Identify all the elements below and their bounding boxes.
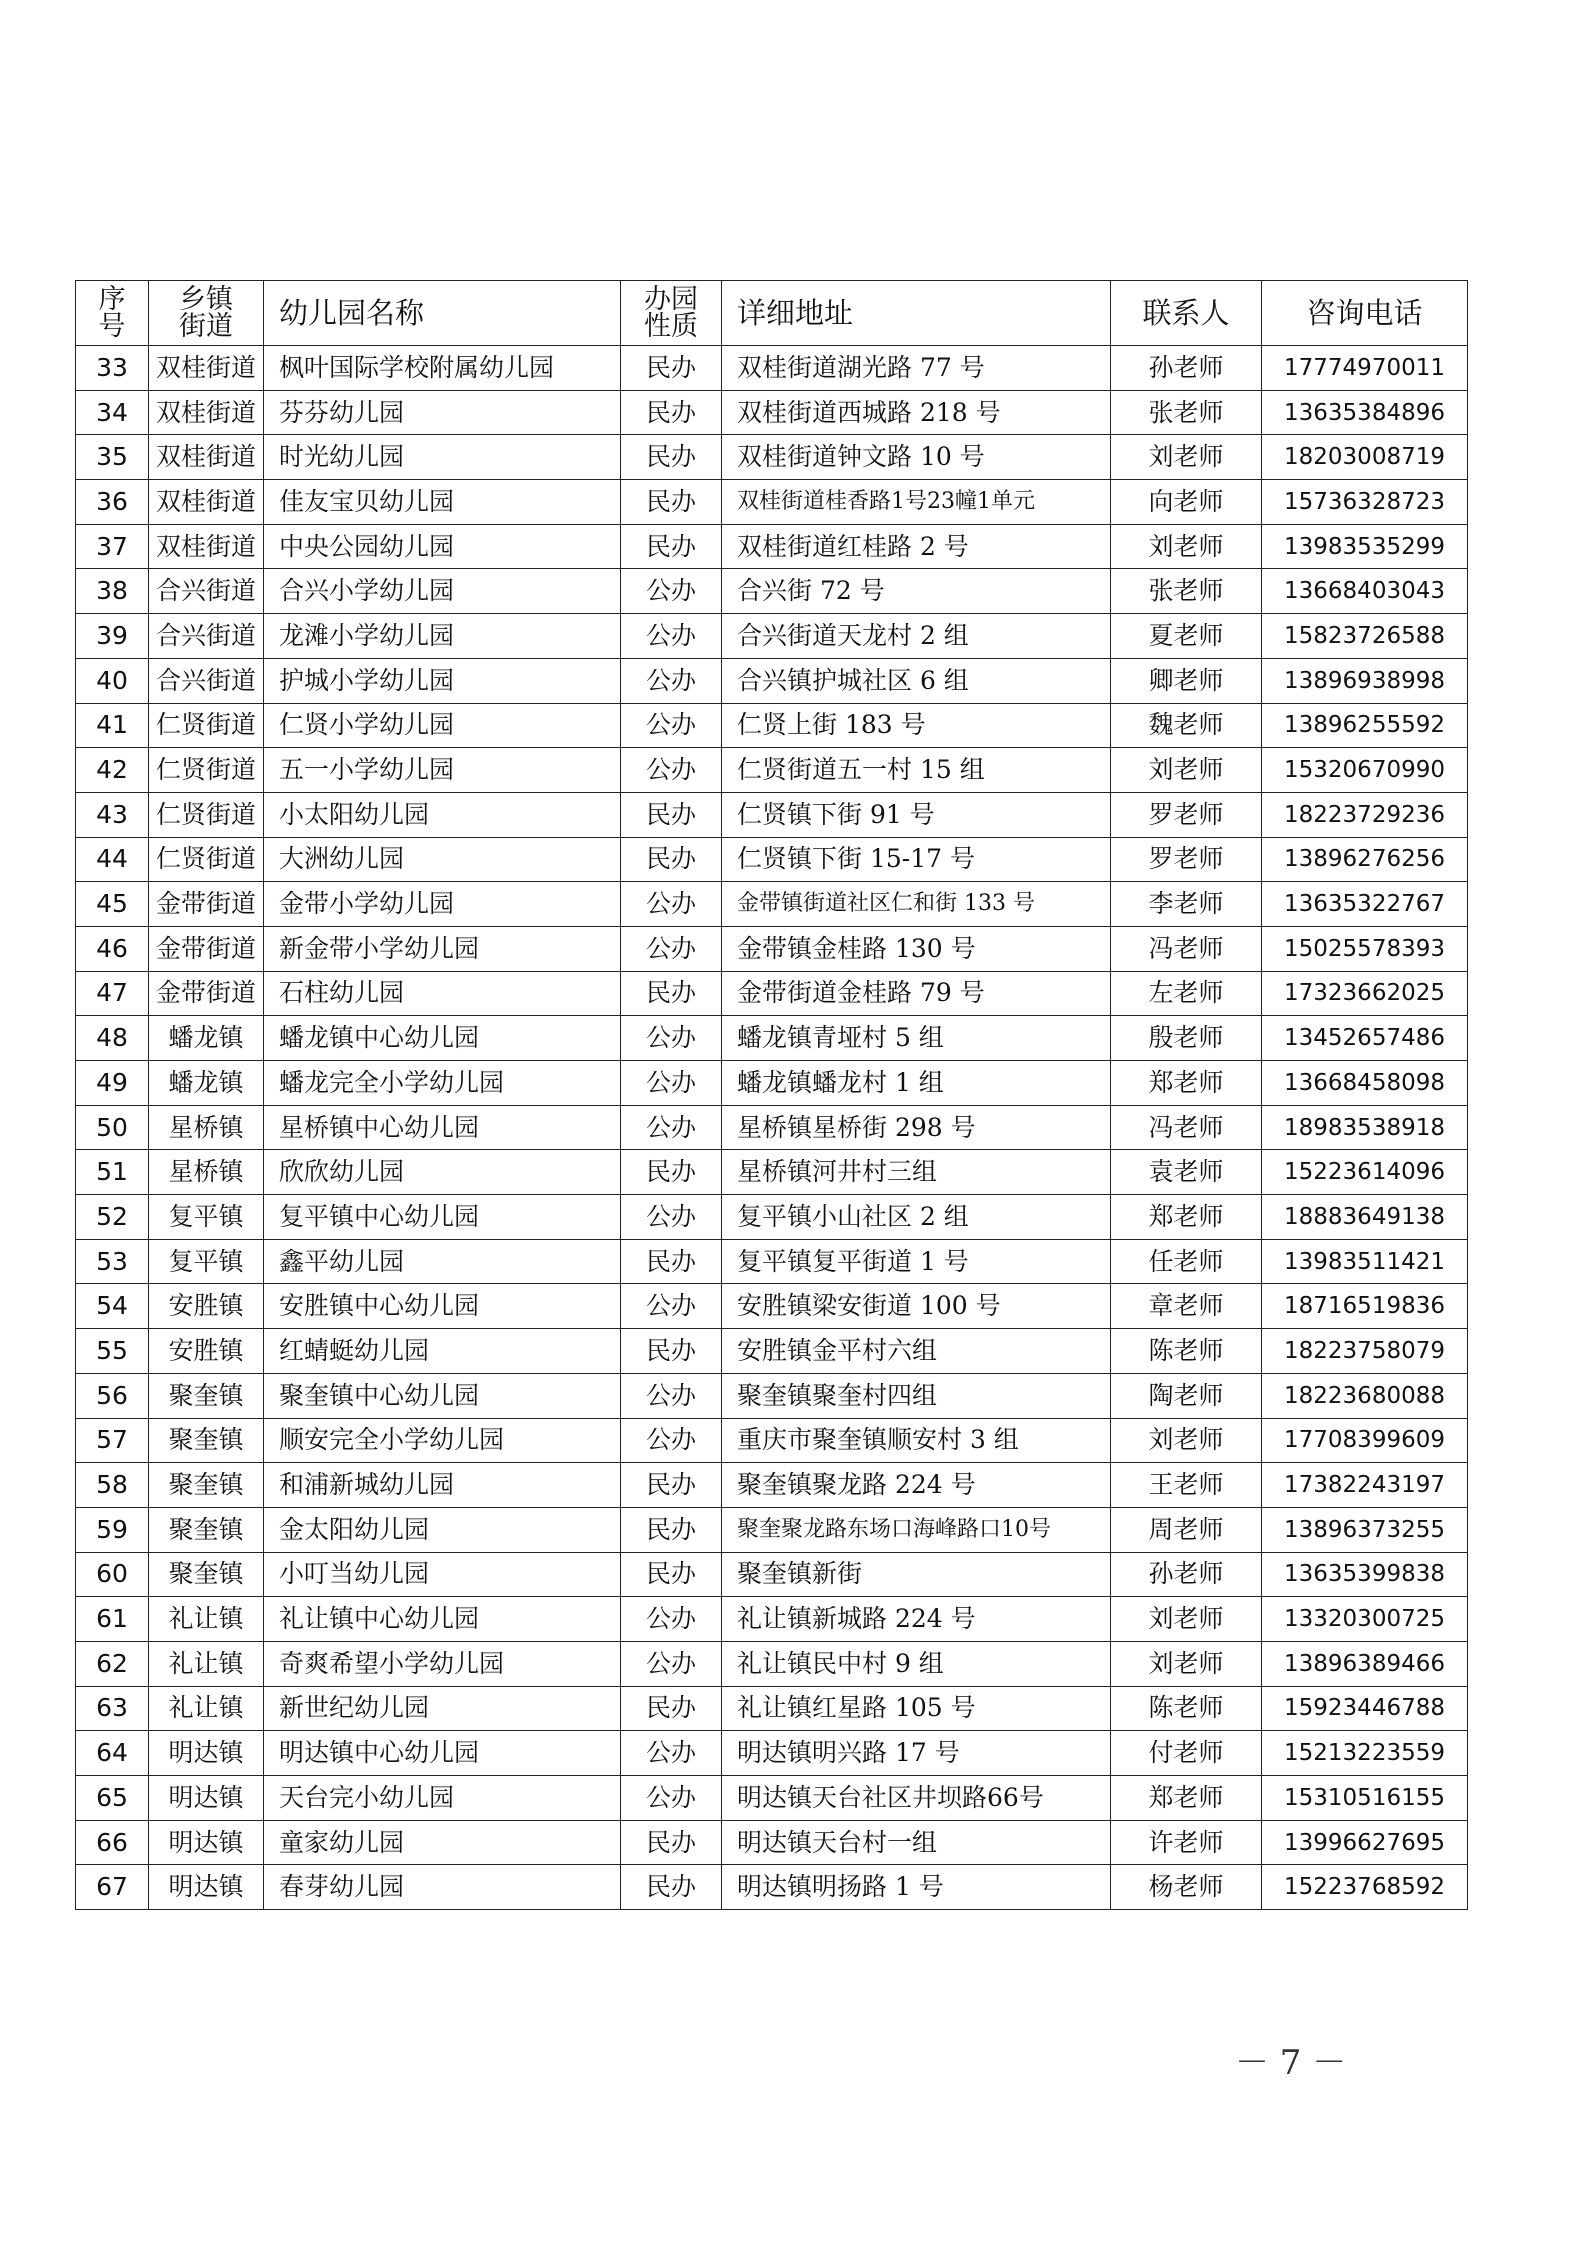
cell-seq: 53 <box>76 1239 149 1284</box>
cell-district: 合兴街道 <box>149 614 264 659</box>
cell-contact: 刘老师 <box>1111 1418 1262 1463</box>
cell-seq: 63 <box>76 1686 149 1731</box>
kindergarten-table <box>75 280 1468 1910</box>
cell-nature: 民办 <box>621 1239 722 1284</box>
cell-nature: 民办 <box>621 1507 722 1552</box>
table-row <box>76 569 1468 614</box>
cell-district: 礼让镇 <box>149 1686 264 1731</box>
cell-district: 仁贤街道 <box>149 792 264 837</box>
cell-seq: 67 <box>76 1865 149 1910</box>
cell-contact: 陈老师 <box>1111 1686 1262 1731</box>
header-nature-line2: 性质 <box>644 311 698 342</box>
cell-nature: 公办 <box>621 1641 722 1686</box>
cell-nature: 公办 <box>621 1776 722 1821</box>
table-row <box>76 1239 1468 1284</box>
cell-address: 双桂街道桂香路1号23幢1单元 <box>722 480 1111 525</box>
cell-district: 星桥镇 <box>149 1150 264 1195</box>
cell-phone: 18223680088 <box>1262 1373 1468 1418</box>
cell-contact: 冯老师 <box>1111 1105 1262 1150</box>
cell-seq: 64 <box>76 1731 149 1776</box>
cell-district: 仁贤街道 <box>149 703 264 748</box>
cell-seq: 46 <box>76 926 149 971</box>
table-row <box>76 614 1468 659</box>
header-seq <box>76 281 149 346</box>
cell-district: 合兴街道 <box>149 658 264 703</box>
cell-seq: 41 <box>76 703 149 748</box>
cell-nature: 民办 <box>621 1150 722 1195</box>
cell-seq: 42 <box>76 748 149 793</box>
table-row <box>76 1284 1468 1329</box>
cell-kindergarten-name: 佳友宝贝幼儿园 <box>264 480 621 525</box>
cell-district: 聚奎镇 <box>149 1552 264 1597</box>
cell-contact: 王老师 <box>1111 1463 1262 1508</box>
cell-phone: 13635399838 <box>1262 1552 1468 1597</box>
table-row <box>76 524 1468 569</box>
cell-seq: 51 <box>76 1150 149 1195</box>
cell-nature: 公办 <box>621 1061 722 1106</box>
cell-nature: 民办 <box>621 435 722 480</box>
cell-contact: 张老师 <box>1111 390 1262 435</box>
cell-phone: 13896373255 <box>1262 1507 1468 1552</box>
header-district-line1: 乡镇 <box>179 284 233 315</box>
cell-contact: 付老师 <box>1111 1731 1262 1776</box>
table-row <box>76 1373 1468 1418</box>
cell-nature: 公办 <box>621 882 722 927</box>
header-nature-line1: 办园 <box>644 284 698 315</box>
cell-phone: 15823726588 <box>1262 614 1468 659</box>
table-row <box>76 1105 1468 1150</box>
cell-district: 双桂街道 <box>149 524 264 569</box>
cell-kindergarten-name: 蟠龙镇中心幼儿园 <box>264 1016 621 1061</box>
cell-address: 双桂街道钟文路 10 号 <box>722 435 1111 480</box>
cell-address: 合兴街道天龙村 2 组 <box>722 614 1111 659</box>
cell-contact: 任老师 <box>1111 1239 1262 1284</box>
cell-address: 星桥镇河井村三组 <box>722 1150 1111 1195</box>
cell-kindergarten-name: 中央公园幼儿园 <box>264 524 621 569</box>
cell-contact: 陶老师 <box>1111 1373 1262 1418</box>
cell-contact: 冯老师 <box>1111 926 1262 971</box>
cell-contact: 周老师 <box>1111 1507 1262 1552</box>
cell-contact: 卿老师 <box>1111 658 1262 703</box>
table-row <box>76 346 1468 391</box>
cell-kindergarten-name: 时光幼儿园 <box>264 435 621 480</box>
cell-nature: 民办 <box>621 346 722 391</box>
header-address: 详细地址 <box>722 281 1111 346</box>
cell-contact: 刘老师 <box>1111 1641 1262 1686</box>
cell-district: 金带街道 <box>149 971 264 1016</box>
cell-contact: 郑老师 <box>1111 1061 1262 1106</box>
cell-seq: 61 <box>76 1597 149 1642</box>
cell-district: 明达镇 <box>149 1865 264 1910</box>
cell-phone: 13983511421 <box>1262 1239 1468 1284</box>
cell-nature: 公办 <box>621 1195 722 1240</box>
cell-district: 明达镇 <box>149 1776 264 1821</box>
cell-address: 合兴镇护城社区 6 组 <box>722 658 1111 703</box>
cell-nature: 公办 <box>621 926 722 971</box>
table-row <box>76 837 1468 882</box>
cell-district: 聚奎镇 <box>149 1507 264 1552</box>
cell-kindergarten-name: 礼让镇中心幼儿园 <box>264 1597 621 1642</box>
cell-phone: 18223729236 <box>1262 792 1468 837</box>
cell-kindergarten-name: 明达镇中心幼儿园 <box>264 1731 621 1776</box>
cell-district: 明达镇 <box>149 1820 264 1865</box>
cell-kindergarten-name: 五一小学幼儿园 <box>264 748 621 793</box>
cell-phone: 13896276256 <box>1262 837 1468 882</box>
cell-phone: 13635384896 <box>1262 390 1468 435</box>
cell-nature: 民办 <box>621 480 722 525</box>
cell-address: 聚奎镇聚龙路 224 号 <box>722 1463 1111 1508</box>
cell-contact: 许老师 <box>1111 1820 1262 1865</box>
table-body <box>76 346 1468 1910</box>
cell-nature: 民办 <box>621 390 722 435</box>
cell-nature: 公办 <box>621 1105 722 1150</box>
cell-kindergarten-name: 金带小学幼儿园 <box>264 882 621 927</box>
header-contact: 联系人 <box>1111 281 1262 346</box>
cell-seq: 66 <box>76 1820 149 1865</box>
cell-seq: 47 <box>76 971 149 1016</box>
cell-address: 复平镇复平街道 1 号 <box>722 1239 1111 1284</box>
cell-kindergarten-name: 蟠龙完全小学幼儿园 <box>264 1061 621 1106</box>
cell-phone: 18983538918 <box>1262 1105 1468 1150</box>
cell-seq: 45 <box>76 882 149 927</box>
cell-kindergarten-name: 护城小学幼儿园 <box>264 658 621 703</box>
cell-seq: 48 <box>76 1016 149 1061</box>
cell-kindergarten-name: 新金带小学幼儿园 <box>264 926 621 971</box>
cell-seq: 36 <box>76 480 149 525</box>
cell-address: 礼让镇新城路 224 号 <box>722 1597 1111 1642</box>
cell-address: 明达镇天台村一组 <box>722 1820 1111 1865</box>
cell-seq: 44 <box>76 837 149 882</box>
cell-nature: 民办 <box>621 1820 722 1865</box>
cell-district: 礼让镇 <box>149 1641 264 1686</box>
cell-contact: 刘老师 <box>1111 748 1262 793</box>
cell-address: 安胜镇梁安街道 100 号 <box>722 1284 1111 1329</box>
cell-phone: 13668458098 <box>1262 1061 1468 1106</box>
cell-kindergarten-name: 芬芬幼儿园 <box>264 390 621 435</box>
table-row <box>76 926 1468 971</box>
cell-district: 仁贤街道 <box>149 837 264 882</box>
cell-phone: 17382243197 <box>1262 1463 1468 1508</box>
cell-district: 安胜镇 <box>149 1284 264 1329</box>
cell-seq: 34 <box>76 390 149 435</box>
cell-nature: 民办 <box>621 837 722 882</box>
cell-address: 金带街道金桂路 79 号 <box>722 971 1111 1016</box>
cell-phone: 18223758079 <box>1262 1329 1468 1374</box>
table-row <box>76 971 1468 1016</box>
cell-nature: 公办 <box>621 703 722 748</box>
cell-kindergarten-name: 石柱幼儿园 <box>264 971 621 1016</box>
cell-nature: 民办 <box>621 1686 722 1731</box>
cell-seq: 55 <box>76 1329 149 1374</box>
cell-kindergarten-name: 天台完小幼儿园 <box>264 1776 621 1821</box>
cell-phone: 13896938998 <box>1262 658 1468 703</box>
cell-contact: 郑老师 <box>1111 1776 1262 1821</box>
cell-nature: 公办 <box>621 614 722 659</box>
cell-nature: 公办 <box>621 1731 722 1776</box>
table-row <box>76 792 1468 837</box>
cell-address: 星桥镇星桥街 298 号 <box>722 1105 1111 1150</box>
cell-kindergarten-name: 红蜻蜓幼儿园 <box>264 1329 621 1374</box>
cell-kindergarten-name: 童家幼儿园 <box>264 1820 621 1865</box>
table-row <box>76 1150 1468 1195</box>
table-row <box>76 1776 1468 1821</box>
table-row <box>76 390 1468 435</box>
cell-phone: 15320670990 <box>1262 748 1468 793</box>
cell-phone: 15310516155 <box>1262 1776 1468 1821</box>
cell-contact: 刘老师 <box>1111 1597 1262 1642</box>
header-seq-line1: 序 <box>98 284 126 315</box>
cell-district: 聚奎镇 <box>149 1463 264 1508</box>
cell-address: 礼让镇红星路 105 号 <box>722 1686 1111 1731</box>
cell-address: 双桂街道湖光路 77 号 <box>722 346 1111 391</box>
cell-address: 金带镇金桂路 130 号 <box>722 926 1111 971</box>
table-row <box>76 1463 1468 1508</box>
cell-address: 仁贤上街 183 号 <box>722 703 1111 748</box>
cell-district: 聚奎镇 <box>149 1418 264 1463</box>
cell-phone: 13896389466 <box>1262 1641 1468 1686</box>
cell-contact: 夏老师 <box>1111 614 1262 659</box>
cell-address: 复平镇小山社区 2 组 <box>722 1195 1111 1240</box>
cell-seq: 54 <box>76 1284 149 1329</box>
cell-kindergarten-name: 安胜镇中心幼儿园 <box>264 1284 621 1329</box>
cell-seq: 56 <box>76 1373 149 1418</box>
cell-address: 安胜镇金平村六组 <box>722 1329 1111 1374</box>
cell-district: 双桂街道 <box>149 435 264 480</box>
cell-kindergarten-name: 小太阳幼儿园 <box>264 792 621 837</box>
cell-phone: 18716519836 <box>1262 1284 1468 1329</box>
cell-phone: 13896255592 <box>1262 703 1468 748</box>
cell-phone: 15736328723 <box>1262 480 1468 525</box>
cell-address: 明达镇明扬路 1 号 <box>722 1865 1111 1910</box>
cell-seq: 52 <box>76 1195 149 1240</box>
cell-district: 明达镇 <box>149 1731 264 1776</box>
header-seq-line2: 号 <box>98 311 126 342</box>
cell-nature: 民办 <box>621 971 722 1016</box>
cell-seq: 58 <box>76 1463 149 1508</box>
table-row <box>76 1016 1468 1061</box>
cell-phone: 15923446788 <box>1262 1686 1468 1731</box>
cell-nature: 民办 <box>621 1463 722 1508</box>
cell-phone: 13635322767 <box>1262 882 1468 927</box>
cell-seq: 60 <box>76 1552 149 1597</box>
cell-district: 聚奎镇 <box>149 1373 264 1418</box>
cell-phone: 18203008719 <box>1262 435 1468 480</box>
cell-district: 蟠龙镇 <box>149 1016 264 1061</box>
cell-phone: 13452657486 <box>1262 1016 1468 1061</box>
table-header-row <box>76 281 1468 346</box>
cell-seq: 43 <box>76 792 149 837</box>
cell-seq: 37 <box>76 524 149 569</box>
cell-contact: 向老师 <box>1111 480 1262 525</box>
cell-address: 蟠龙镇蟠龙村 1 组 <box>722 1061 1111 1106</box>
cell-contact: 殷老师 <box>1111 1016 1262 1061</box>
cell-kindergarten-name: 合兴小学幼儿园 <box>264 569 621 614</box>
cell-kindergarten-name: 龙滩小学幼儿园 <box>264 614 621 659</box>
cell-phone: 13320300725 <box>1262 1597 1468 1642</box>
cell-seq: 49 <box>76 1061 149 1106</box>
cell-contact: 章老师 <box>1111 1284 1262 1329</box>
cell-nature: 公办 <box>621 1373 722 1418</box>
cell-contact: 陈老师 <box>1111 1329 1262 1374</box>
cell-kindergarten-name: 春芽幼儿园 <box>264 1865 621 1910</box>
cell-kindergarten-name: 小叮当幼儿园 <box>264 1552 621 1597</box>
cell-seq: 38 <box>76 569 149 614</box>
cell-district: 礼让镇 <box>149 1597 264 1642</box>
header-district-line2: 街道 <box>179 311 233 342</box>
table-row <box>76 1865 1468 1910</box>
table-row <box>76 1641 1468 1686</box>
cell-district: 复平镇 <box>149 1239 264 1284</box>
cell-kindergarten-name: 聚奎镇中心幼儿园 <box>264 1373 621 1418</box>
cell-seq: 65 <box>76 1776 149 1821</box>
cell-seq: 35 <box>76 435 149 480</box>
cell-phone: 15025578393 <box>1262 926 1468 971</box>
cell-address: 明达镇明兴路 17 号 <box>722 1731 1111 1776</box>
cell-district: 金带街道 <box>149 926 264 971</box>
table-row <box>76 1329 1468 1374</box>
cell-phone: 17774970011 <box>1262 346 1468 391</box>
cell-district: 双桂街道 <box>149 480 264 525</box>
header-nature <box>621 281 722 346</box>
cell-nature: 公办 <box>621 658 722 703</box>
cell-phone: 15223614096 <box>1262 1150 1468 1195</box>
cell-kindergarten-name: 枫叶国际学校附属幼儿园 <box>264 346 621 391</box>
cell-nature: 公办 <box>621 1284 722 1329</box>
cell-kindergarten-name: 金太阳幼儿园 <box>264 1507 621 1552</box>
cell-address: 仁贤镇下街 91 号 <box>722 792 1111 837</box>
cell-nature: 公办 <box>621 1418 722 1463</box>
cell-seq: 40 <box>76 658 149 703</box>
cell-nature: 民办 <box>621 792 722 837</box>
cell-address: 合兴街 72 号 <box>722 569 1111 614</box>
header-phone: 咨询电话 <box>1262 281 1468 346</box>
cell-contact: 袁老师 <box>1111 1150 1262 1195</box>
cell-address: 礼让镇民中村 9 组 <box>722 1641 1111 1686</box>
cell-address: 双桂街道西城路 218 号 <box>722 390 1111 435</box>
cell-contact: 杨老师 <box>1111 1865 1262 1910</box>
cell-phone: 13668403043 <box>1262 569 1468 614</box>
cell-nature: 民办 <box>621 1865 722 1910</box>
cell-kindergarten-name: 大洲幼儿园 <box>264 837 621 882</box>
cell-contact: 郑老师 <box>1111 1195 1262 1240</box>
cell-address: 明达镇天台社区井坝路66号 <box>722 1776 1111 1821</box>
cell-contact: 魏老师 <box>1111 703 1262 748</box>
cell-kindergarten-name: 和浦新城幼儿园 <box>264 1463 621 1508</box>
table-row <box>76 658 1468 703</box>
table-row <box>76 1195 1468 1240</box>
cell-address: 聚奎镇新街 <box>722 1552 1111 1597</box>
table-row <box>76 435 1468 480</box>
cell-address: 重庆市聚奎镇顺安村 3 组 <box>722 1418 1111 1463</box>
cell-address: 双桂街道红桂路 2 号 <box>722 524 1111 569</box>
cell-seq: 57 <box>76 1418 149 1463</box>
table-row <box>76 1061 1468 1106</box>
cell-phone: 18883649138 <box>1262 1195 1468 1240</box>
table-row <box>76 1597 1468 1642</box>
cell-seq: 39 <box>76 614 149 659</box>
cell-contact: 张老师 <box>1111 569 1262 614</box>
cell-seq: 59 <box>76 1507 149 1552</box>
cell-contact: 孙老师 <box>1111 1552 1262 1597</box>
page-number: － 7 － <box>1235 2043 1347 2083</box>
cell-phone: 17708399609 <box>1262 1418 1468 1463</box>
table-row <box>76 748 1468 793</box>
cell-nature: 公办 <box>621 569 722 614</box>
cell-seq: 33 <box>76 346 149 391</box>
cell-address: 聚奎镇聚奎村四组 <box>722 1373 1111 1418</box>
table-row <box>76 480 1468 525</box>
cell-nature: 民办 <box>621 1329 722 1374</box>
table-row <box>76 1507 1468 1552</box>
table-row <box>76 1820 1468 1865</box>
cell-address: 蟠龙镇青垭村 5 组 <box>722 1016 1111 1061</box>
cell-kindergarten-name: 欣欣幼儿园 <box>264 1150 621 1195</box>
cell-contact: 罗老师 <box>1111 837 1262 882</box>
cell-seq: 50 <box>76 1105 149 1150</box>
table-row <box>76 882 1468 927</box>
cell-contact: 刘老师 <box>1111 435 1262 480</box>
header-name: 幼儿园名称 <box>264 281 621 346</box>
cell-district: 仁贤街道 <box>149 748 264 793</box>
cell-phone: 15223768592 <box>1262 1865 1468 1910</box>
cell-district: 双桂街道 <box>149 390 264 435</box>
cell-district: 合兴街道 <box>149 569 264 614</box>
cell-kindergarten-name: 星桥镇中心幼儿园 <box>264 1105 621 1150</box>
cell-phone: 15213223559 <box>1262 1731 1468 1776</box>
cell-district: 金带街道 <box>149 882 264 927</box>
table-row <box>76 1418 1468 1463</box>
cell-nature: 民办 <box>621 1552 722 1597</box>
cell-contact: 刘老师 <box>1111 524 1262 569</box>
cell-phone: 13983535299 <box>1262 524 1468 569</box>
cell-nature: 民办 <box>621 524 722 569</box>
cell-address: 仁贤街道五一村 15 组 <box>722 748 1111 793</box>
cell-kindergarten-name: 复平镇中心幼儿园 <box>264 1195 621 1240</box>
cell-kindergarten-name: 奇爽希望小学幼儿园 <box>264 1641 621 1686</box>
cell-seq: 62 <box>76 1641 149 1686</box>
cell-nature: 公办 <box>621 1597 722 1642</box>
cell-phone: 17323662025 <box>1262 971 1468 1016</box>
cell-nature: 公办 <box>621 748 722 793</box>
cell-district: 蟠龙镇 <box>149 1061 264 1106</box>
cell-contact: 罗老师 <box>1111 792 1262 837</box>
cell-contact: 左老师 <box>1111 971 1262 1016</box>
cell-nature: 公办 <box>621 1016 722 1061</box>
cell-district: 安胜镇 <box>149 1329 264 1374</box>
cell-contact: 李老师 <box>1111 882 1262 927</box>
table-row <box>76 703 1468 748</box>
header-district <box>149 281 264 346</box>
cell-kindergarten-name: 顺安完全小学幼儿园 <box>264 1418 621 1463</box>
cell-district: 星桥镇 <box>149 1105 264 1150</box>
cell-address: 仁贤镇下街 15-17 号 <box>722 837 1111 882</box>
cell-address: 金带镇街道社区仁和街 133 号 <box>722 882 1111 927</box>
table-row <box>76 1731 1468 1776</box>
cell-district: 双桂街道 <box>149 346 264 391</box>
cell-district: 复平镇 <box>149 1195 264 1240</box>
table-row <box>76 1552 1468 1597</box>
table-row <box>76 1686 1468 1731</box>
cell-kindergarten-name: 新世纪幼儿园 <box>264 1686 621 1731</box>
cell-phone: 13996627695 <box>1262 1820 1468 1865</box>
cell-address: 聚奎聚龙路东场口海峰路口10号 <box>722 1507 1111 1552</box>
cell-contact: 孙老师 <box>1111 346 1262 391</box>
cell-kindergarten-name: 鑫平幼儿园 <box>264 1239 621 1284</box>
cell-kindergarten-name: 仁贤小学幼儿园 <box>264 703 621 748</box>
